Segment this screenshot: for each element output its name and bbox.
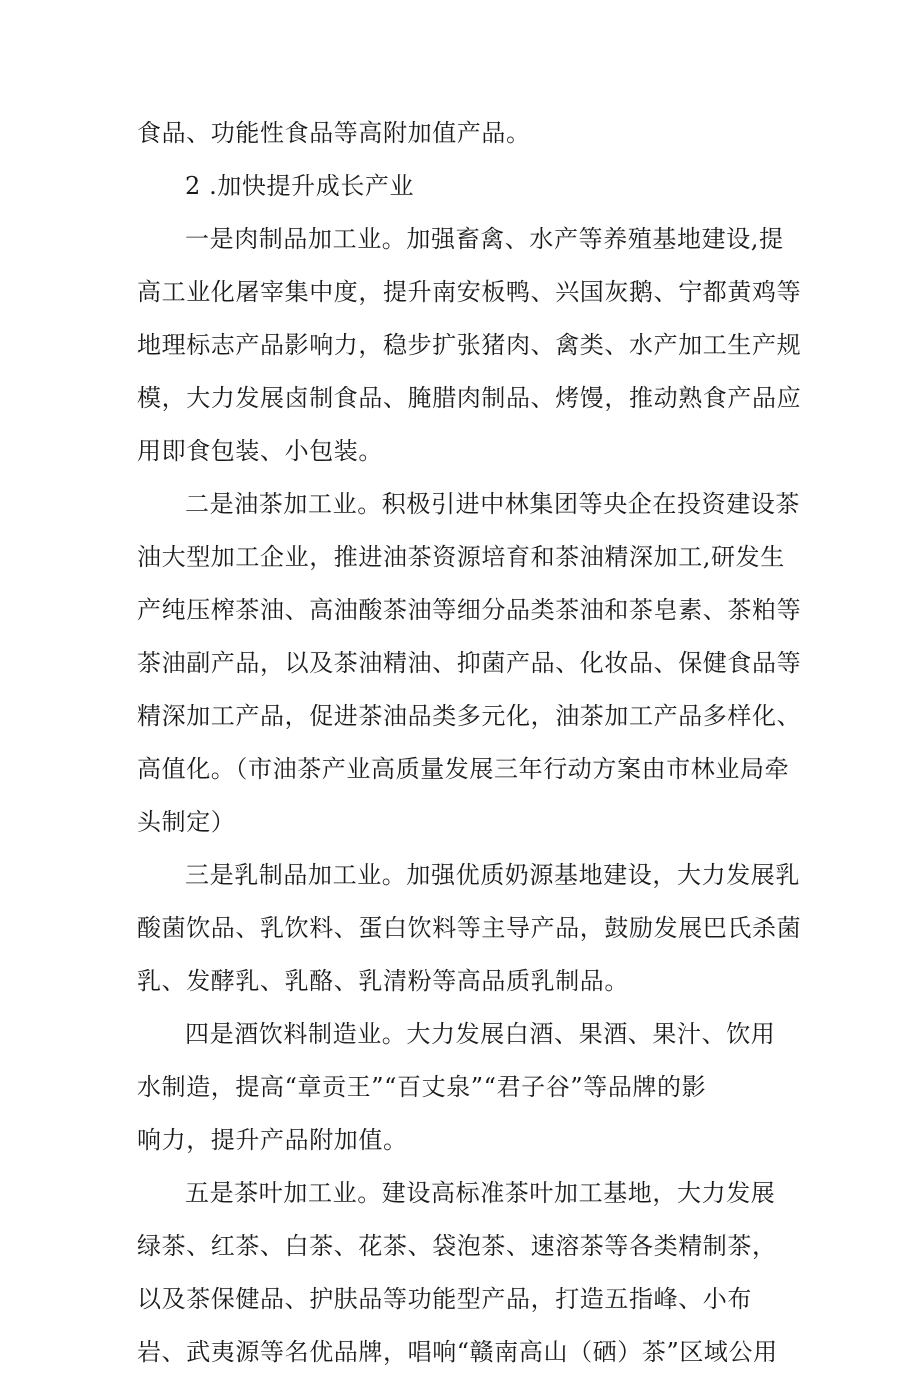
text-line: 油大型加工企业，推进油茶资源培育和茶油精深加工,研发生 <box>137 543 785 571</box>
text-line: 响力，提升产品附加值。 <box>137 1126 408 1154</box>
text-line: 头制定） <box>137 808 236 836</box>
text-line: 模，大力发展卤制食品、腌腊肉制品、烤馒，推动熟食产品应 <box>137 384 802 412</box>
text-line: 岩、武夷源等名优品牌，唱响“赣南高山（硒）茶”区域公用 <box>137 1338 778 1366</box>
text-line: 高工业化屠宰集中度，提升南安板鸭、兴国灰鹅、宁都黄鸡等 <box>137 278 802 306</box>
text-line: 绿茶、红茶、白茶、花茶、袋泡茶、速溶茶等各类精制茶， <box>137 1232 777 1260</box>
text-line: 茶油副产品，以及茶油精油、抑菌产品、化妆品、保健食品等 <box>137 649 802 677</box>
text-line: 地理标志产品影响力，稳步扩张猪肉、禽类、水产加工生产规 <box>137 331 802 359</box>
text-line: 水制造，提高“章贡王”“百丈泉”“君子谷”等品牌的影 <box>137 1073 707 1101</box>
text-line: 以及茶保健品、护肤品等功能型产品，打造五指峰、小布 <box>137 1285 752 1313</box>
text-line: 产纯压榨茶油、高油酸茶油等细分品类茶油和茶皂素、茶粕等 <box>137 596 802 624</box>
text-line: 高值化。（市油茶产业高质量发展三年行动方案由市林业局牵 <box>137 755 790 783</box>
text-line: 二是油茶加工业。积极引进中林集团等央企在投资建设茶 <box>185 490 800 518</box>
text-line: 用即食包装、小包装。 <box>137 437 383 465</box>
text-line: 乳、发酵乳、乳酪、乳清粉等高品质乳制品。 <box>137 967 629 995</box>
text-line: 食品、功能性食品等高附加值产品。 <box>137 119 531 147</box>
text-line: 一是肉制品加工业。加强畜禽、水产等养殖基地建设,提 <box>185 225 784 253</box>
text-line: 精深加工产品，促进茶油品类多元化，油茶加工产品多样化、 <box>137 702 802 730</box>
text-line: 三是乳制品加工业。加强优质奶源基地建设，大力发展乳 <box>185 861 800 889</box>
text-line: 五是茶叶加工业。建设高标准茶叶加工基地，大力发展 <box>185 1179 776 1207</box>
section-heading: 2 .加快提升成长产业 <box>185 172 415 200</box>
text-line: 四是酒饮料制造业。大力发展白酒、果酒、果汁、饮用 <box>185 1020 776 1048</box>
document-body <box>137 107 802 1379</box>
text-line: 酸菌饮品、乳饮料、蛋白饮料等主导产品，鼓励发展巴氏杀菌 <box>137 914 802 942</box>
